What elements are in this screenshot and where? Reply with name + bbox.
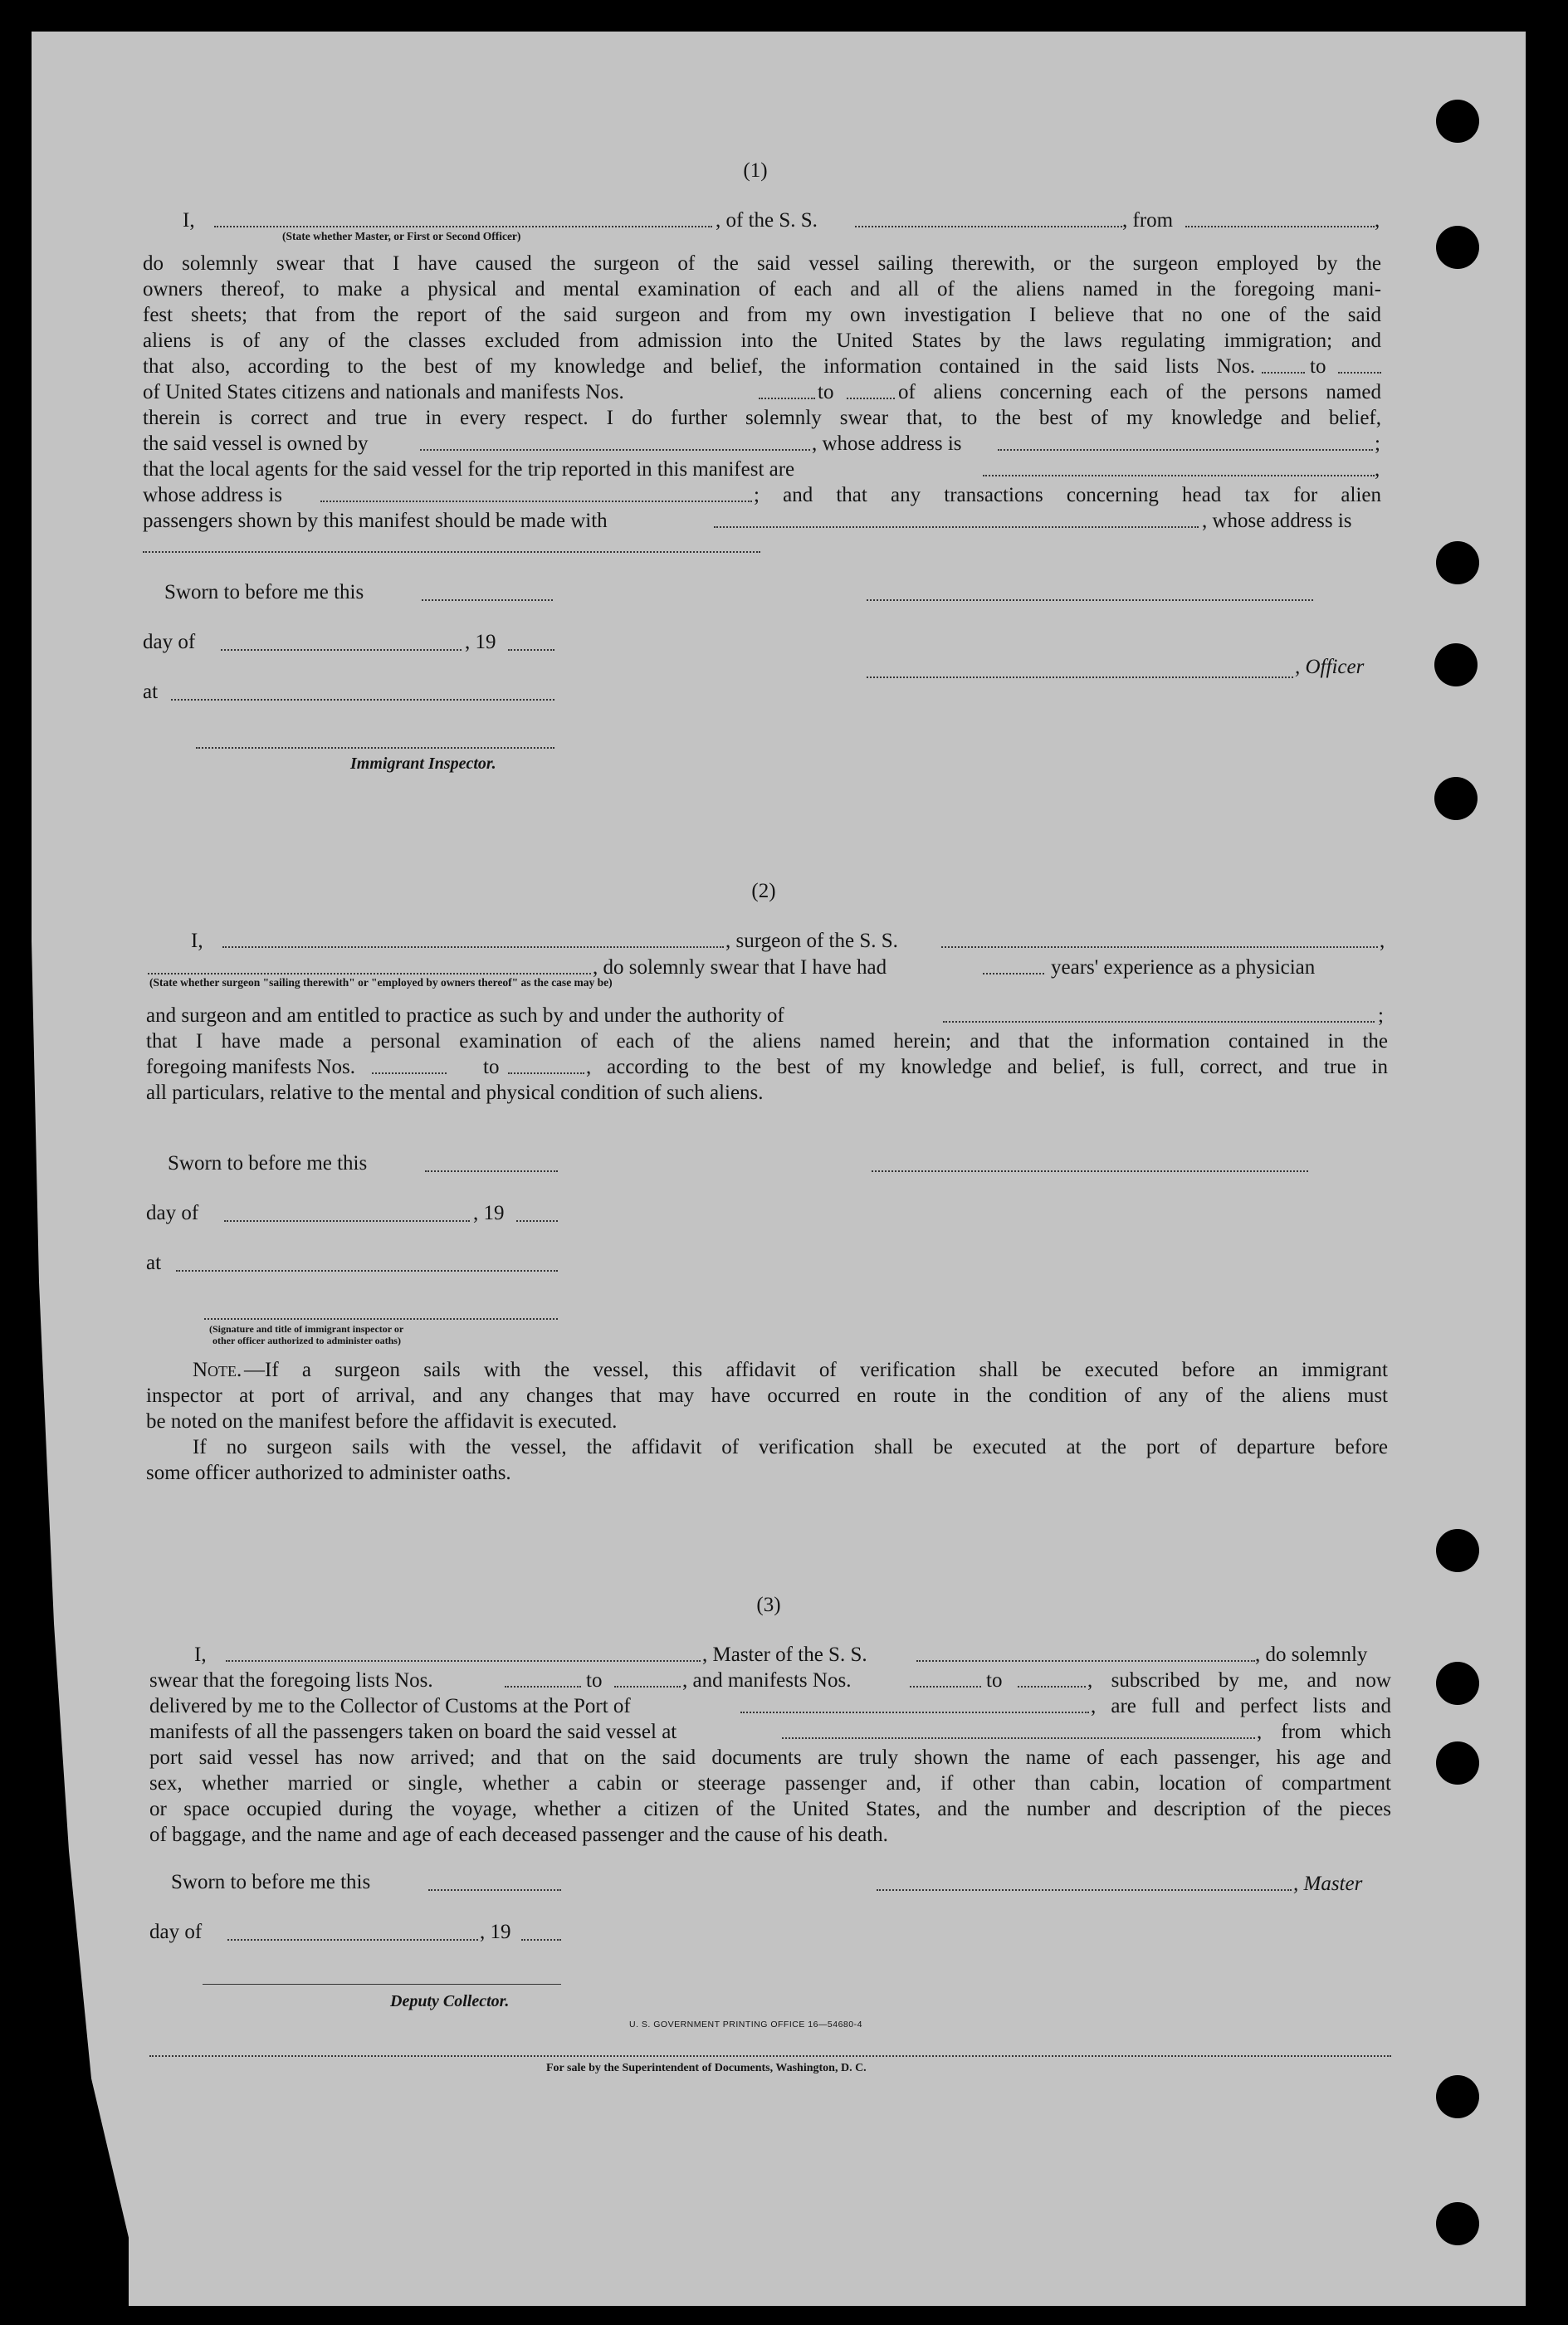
- s2-surgeon-signature-field[interactable]: [872, 1170, 1308, 1172]
- s3-month-field[interactable]: [227, 1939, 478, 1941]
- s3-sworn-day-field[interactable]: [428, 1889, 561, 1891]
- s1-whose-text: whose address is: [143, 484, 283, 506]
- s2-at-label: at: [146, 1252, 162, 1274]
- s2-sworn-label: Sworn to before me this: [168, 1152, 368, 1175]
- s3-subscribed-text: , subscribed by me, and now: [1087, 1669, 1391, 1692]
- punch-hole: [1436, 1741, 1479, 1785]
- s3-year-label: , 19: [480, 1921, 511, 1943]
- s2-swear-text: , do solemnly swear that I have had: [593, 956, 887, 979]
- s3-master-sign-label: , Master: [1293, 1873, 1363, 1895]
- s1-officer-hint: (State whether Master, or First or Second Officer): [282, 230, 521, 242]
- s1-day-of-label: day of: [143, 631, 196, 653]
- s1-headtax-text: ; and that any transactions concerning head tax for alien: [754, 484, 1381, 506]
- s3-manifests-to-field[interactable]: [1018, 1686, 1086, 1688]
- s2-inspector-signature-field[interactable]: [204, 1318, 558, 1320]
- s2-i-label: I,: [191, 930, 203, 952]
- s1-agents-address-field[interactable]: [320, 501, 752, 502]
- s1-semicolon: ;: [1375, 432, 1380, 455]
- s2-authority-text: and surgeon and am entitled to practice as such by and under the authority of: [146, 1004, 784, 1027]
- s1-officer-title-field[interactable]: [867, 676, 1293, 678]
- s3-ship-field[interactable]: [916, 1660, 1255, 1662]
- s2-at-field[interactable]: [176, 1270, 558, 1272]
- punch-hole: [1436, 1662, 1479, 1705]
- s3-lists-to-field[interactable]: [614, 1686, 681, 1688]
- s2-note-line: inspector at port of arrival, and any changes that may have occurred en route in the condition of any of the aliens must: [146, 1385, 1388, 1407]
- s3-port-field[interactable]: [740, 1712, 1089, 1713]
- s1-officer-label: , Officer: [1295, 656, 1365, 678]
- punch-hole: [1436, 2202, 1479, 2245]
- s3-i-label: I,: [194, 1644, 207, 1666]
- s3-lists-to: to: [586, 1669, 603, 1692]
- s3-day-of-label: day of: [149, 1921, 203, 1943]
- s1-year-label: , 19: [465, 631, 496, 653]
- s3-boarded-text: manifests of all the passengers taken on board the said vessel at: [149, 1721, 677, 1743]
- s2-surgeon-name-field[interactable]: [222, 946, 724, 948]
- s1-from-field[interactable]: [1185, 226, 1375, 227]
- section-3-number: (3): [756, 1594, 781, 1616]
- s1-i-label: I,: [183, 209, 195, 232]
- s2-authority-field[interactable]: [943, 1021, 1375, 1023]
- s2-manifests-from-field[interactable]: [372, 1072, 447, 1074]
- s2-note2-line: some officer authorized to administer oaths.: [146, 1462, 511, 1484]
- s3-master-name-field[interactable]: [226, 1660, 701, 1662]
- s2-note-line: —If a surgeon sails with the vessel, this affidavit of verification shall be executed before an immigrant: [244, 1359, 1388, 1381]
- s2-years-field[interactable]: [983, 973, 1044, 974]
- s1-lists-text: that also, according to the best of my knowledge and belief, the information contained in the said lists Nos.: [143, 355, 1255, 378]
- s1-headtax-field[interactable]: [714, 526, 1199, 528]
- s3-perfect-text: , are full and perfect lists and: [1091, 1695, 1391, 1717]
- s2-note2-line: If no surgeon sails with the vessel, the affidavit of verification shall be executed at the port of departure before: [193, 1436, 1388, 1458]
- s1-owner-field[interactable]: [420, 449, 810, 451]
- s2-manifests-to: to: [483, 1056, 500, 1078]
- punch-hole: [1436, 226, 1479, 269]
- s1-lists-from-field[interactable]: [1262, 372, 1305, 374]
- footer-rule: [149, 2055, 1391, 2057]
- s3-lists-from-field[interactable]: [505, 1686, 581, 1688]
- s1-lists-to: to: [1310, 355, 1326, 378]
- s1-owner-address-field[interactable]: [998, 449, 1373, 451]
- s3-lists-text: swear that the foregoing lists Nos.: [149, 1669, 433, 1692]
- s1-comma: ,: [1375, 209, 1380, 232]
- s2-surgeon-label: , surgeon of the S. S.: [725, 930, 898, 952]
- printing-office-imprint: U. S. GOVERNMENT PRINTING OFFICE 16—54680-4: [629, 2020, 862, 2029]
- s2-month-field[interactable]: [224, 1220, 470, 1222]
- section-1-number: (1): [743, 159, 768, 182]
- s2-signature-hint-2: other officer authorized to administer oaths): [212, 1335, 401, 1346]
- s2-note-line: be noted on the manifest before the affidavit is executed.: [146, 1410, 618, 1433]
- s2-surgeon-type-field[interactable]: [148, 973, 591, 974]
- s3-manifests-to: to: [986, 1669, 1003, 1692]
- s3-body-line: port said vessel has now arrived; and that on the said documents are truly shown the name of each passenger, his age and: [149, 1746, 1391, 1769]
- s1-passengers-address-label: , whose address is: [1202, 510, 1352, 532]
- s1-body-line: owners thereof, to make a physical and mental examination of each and all of the aliens named in the foregoing mani-: [143, 278, 1381, 300]
- s1-body-line: do solemnly swear that I have caused the surgeon of the said vessel sailing therewith, or the surgeon employed by the: [143, 252, 1381, 275]
- s1-officer-signature-field[interactable]: [867, 599, 1313, 601]
- s1-sworn-label: Sworn to before me this: [164, 581, 364, 603]
- s3-year-field[interactable]: [521, 1939, 561, 1941]
- s2-semicolon: ;: [1378, 1004, 1384, 1027]
- s1-citizens-to: to: [818, 381, 834, 403]
- s2-physician-text: years' experience as a physician: [1051, 956, 1316, 979]
- s3-port-text: delivered by me to the Collector of Customs at the Port of: [149, 1695, 631, 1717]
- s2-note-label: Note.: [193, 1359, 242, 1381]
- s2-sworn-day-field[interactable]: [425, 1170, 558, 1172]
- s1-manifest-from-field[interactable]: [759, 398, 815, 399]
- s3-body-line: of baggage, and the name and age of each deceased passenger and the cause of his death.: [149, 1824, 888, 1846]
- s3-sworn-label: Sworn to before me this: [171, 1871, 371, 1893]
- s1-therein-line: therein is correct and true in every respect. I do further solemnly swear that, to the best of my knowledge and belief,: [143, 407, 1381, 429]
- s3-from-which-text: , from which: [1257, 1721, 1391, 1743]
- s1-officer-field[interactable]: [214, 226, 712, 227]
- s1-inspector-label: Immigrant Inspector.: [350, 755, 496, 773]
- s2-comma: ,: [1380, 930, 1385, 952]
- s2-year-label: , 19: [473, 1202, 505, 1224]
- s1-citizens-tail: of aliens concerning each of the persons named: [898, 381, 1381, 403]
- s1-inspector-signature-field[interactable]: [196, 747, 554, 749]
- section-2-number: (2): [751, 880, 776, 902]
- s1-owned-text: the said vessel is owned by: [143, 432, 369, 455]
- s2-manifests-text: foregoing manifests Nos.: [146, 1056, 356, 1078]
- s3-manifests-text: , and manifests Nos.: [682, 1669, 852, 1692]
- s1-body-line: fest sheets; that from the report of the said surgeon and from my own investigation I believe that no one of the said: [143, 304, 1381, 326]
- s1-body-line: aliens is of any of the classes excluded from admission into the United States by the laws regulating immigration; and: [143, 330, 1381, 352]
- s2-signature-hint-1: (Signature and title of immigrant inspector or: [209, 1323, 404, 1335]
- s3-deputy-signature-field[interactable]: [203, 1984, 561, 1985]
- s3-boarded-port-field[interactable]: [782, 1737, 1255, 1739]
- punch-hole: [1436, 541, 1479, 584]
- s1-year-field[interactable]: [508, 649, 554, 651]
- punch-hole: [1436, 2075, 1479, 2118]
- s1-manifest-to-field[interactable]: [847, 398, 895, 399]
- s1-agents-comma: ,: [1375, 458, 1380, 481]
- punch-hole: [1434, 777, 1478, 820]
- s2-year-field[interactable]: [516, 1220, 558, 1222]
- s1-at-label: at: [143, 681, 159, 703]
- s3-solemnly-text: , do solemnly: [1255, 1644, 1368, 1666]
- s2-manifests-to-field[interactable]: [508, 1072, 584, 1074]
- s1-owned-address-label: , whose address is: [812, 432, 962, 455]
- punch-hole: [1436, 1529, 1479, 1572]
- for-sale-notice: For sale by the Superintendent of Documents, Washington, D. C.: [546, 2062, 867, 2074]
- punch-hole: [1434, 643, 1478, 686]
- s1-ship-field[interactable]: [855, 226, 1122, 227]
- s1-of-the-ss-label: , of the S. S.: [716, 209, 818, 232]
- s3-body-line: or space occupied during the voyage, whether a citizen of the United States, and the number and description of the pieces: [149, 1798, 1391, 1820]
- s1-headtax-address-field[interactable]: [143, 551, 760, 553]
- s1-citizens-text: of United States citizens and nationals and manifests Nos.: [143, 381, 624, 403]
- bleed-through-text: [173, 125, 183, 153]
- s2-body-line: that I have made a personal examination of each of the aliens named herein; and that the information contained in the: [146, 1030, 1388, 1053]
- s3-deputy-label: Deputy Collector.: [390, 1992, 510, 2010]
- s1-passengers-text: passengers shown by this manifest should be made with: [143, 510, 608, 532]
- s1-at-field[interactable]: [171, 699, 554, 701]
- s1-month-field[interactable]: [221, 649, 462, 651]
- s1-agents-text: that the local agents for the said vessel for the trip reported in this manifest are: [143, 458, 795, 481]
- s1-from-label: , from: [1122, 209, 1174, 232]
- s3-manifests-from-field[interactable]: [910, 1686, 981, 1688]
- s2-day-of-label: day of: [146, 1202, 199, 1224]
- s1-lists-to-field[interactable]: [1338, 372, 1381, 374]
- s1-agents-field[interactable]: [983, 475, 1375, 476]
- s1-sworn-day-field[interactable]: [422, 599, 553, 601]
- punch-hole: [1436, 100, 1479, 143]
- s2-surgeon-hint: (State whether surgeon "sailing therewith" or "employed by owners thereof" as the case may be): [149, 976, 613, 989]
- s2-body-line-last: all particulars, relative to the mental and physical condition of such aliens.: [146, 1082, 764, 1104]
- s2-ship-field[interactable]: [941, 946, 1378, 948]
- s3-body-line: sex, whether married or single, whether a cabin or steerage passenger and, if other than cabin, location of compartment: [149, 1772, 1391, 1795]
- s3-master-label: , Master of the S. S.: [702, 1644, 867, 1666]
- s2-manifests-tail: , according to the best of my knowledge and belief, is full, correct, and true in: [586, 1056, 1388, 1078]
- s3-master-signature-field[interactable]: [877, 1889, 1292, 1891]
